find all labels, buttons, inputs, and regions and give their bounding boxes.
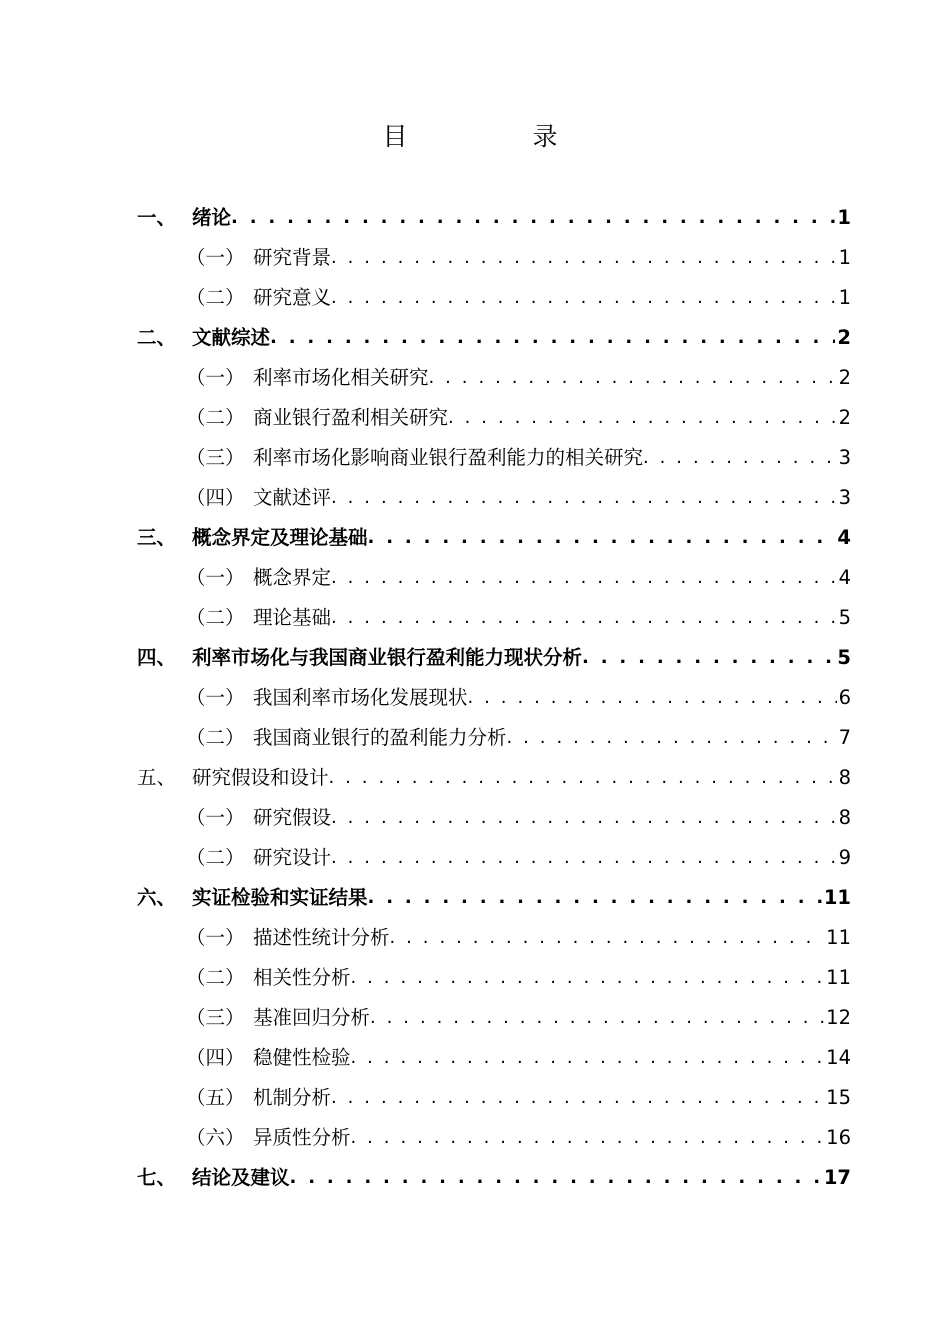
toc-entry-number: 四、: [137, 646, 177, 669]
toc-page-number: 1: [838, 246, 851, 269]
toc-dot-leader: [368, 885, 822, 911]
toc-dot-leader: [351, 1045, 825, 1071]
toc-page-number: 14: [826, 1046, 851, 1069]
toc-entry-title: 利率市场化影响商业银行盈利能力的相关研究: [253, 446, 644, 469]
toc-dot-leader: [448, 405, 837, 431]
toc-page-number: 8: [838, 806, 851, 829]
toc-entry-number: （五）: [186, 1086, 245, 1109]
toc-page-number: 2: [838, 366, 851, 389]
page-title: 目 录: [382, 122, 608, 151]
toc-page-number: 4: [838, 566, 851, 589]
toc-entry[interactable]: [186, 438, 851, 478]
toc-entry-number: （一）: [186, 806, 245, 829]
toc-entry-title: 异质性分析: [253, 1126, 351, 1149]
toc-entry-title: 文献综述: [192, 326, 271, 349]
toc-entry-title: 结论及建议: [192, 1166, 290, 1189]
toc-page-number: 16: [826, 1126, 851, 1149]
toc-dot-leader: [643, 445, 837, 471]
toc-entry-title: 研究假设和设计: [192, 766, 329, 789]
toc-entry-title: 商业银行盈利相关研究: [253, 406, 449, 429]
toc-page-number: 7: [838, 726, 851, 749]
toc-entry[interactable]: [137, 878, 851, 918]
toc-dot-leader: [351, 1125, 825, 1151]
toc-entry-title: 利率市场化相关研究: [253, 366, 429, 389]
toc-entry-title: 利率市场化与我国商业银行盈利能力现状分析: [192, 646, 583, 669]
toc-page-number: 4: [837, 526, 851, 549]
toc-entry-title: 机制分析: [253, 1086, 332, 1109]
toc-entry-number: （二）: [186, 406, 245, 429]
toc-entry[interactable]: [186, 838, 851, 878]
toc-page-number: 5: [838, 606, 851, 629]
toc-entry-number: （一）: [186, 566, 245, 589]
toc-entry-number: （一）: [186, 366, 245, 389]
toc-dot-leader: [329, 765, 837, 791]
toc-entry-title: 我国商业银行的盈利能力分析: [253, 726, 507, 749]
toc-entry[interactable]: [186, 278, 851, 318]
toc-entry-number: 三、: [137, 526, 177, 549]
toc-entry-number: （三）: [186, 446, 245, 469]
toc-entry-number: 五、: [137, 766, 177, 789]
toc-entry[interactable]: [186, 918, 851, 958]
toc-entry-title: 相关性分析: [253, 966, 351, 989]
toc-entry[interactable]: [186, 1038, 851, 1078]
toc-entry-title: 研究设计: [253, 846, 332, 869]
toc-page-number: 15: [826, 1086, 851, 1109]
toc-dot-leader: [331, 605, 837, 631]
toc-entry[interactable]: [186, 998, 851, 1038]
toc-entry[interactable]: [137, 198, 851, 238]
toc-page-number: 11: [823, 886, 851, 909]
toc-entry[interactable]: [186, 558, 851, 598]
toc-page-number: 17: [823, 1166, 851, 1189]
toc-page-number: 2: [837, 326, 851, 349]
toc-entry-number: （二）: [186, 606, 245, 629]
toc-entry[interactable]: [186, 1118, 851, 1158]
toc-dot-leader: [331, 845, 837, 871]
toc-entry-title: 概念界定及理论基础: [192, 526, 368, 549]
toc-entry-title: 我国利率市场化发展现状: [253, 686, 468, 709]
toc-entry-number: （二）: [186, 846, 245, 869]
toc-dot-leader: [290, 1165, 822, 1191]
toc-entry-number: （二）: [186, 966, 245, 989]
toc-dot-leader: [331, 565, 837, 591]
toc-dot-leader: [429, 365, 837, 391]
toc-dot-leader: [331, 245, 837, 271]
toc-entry-number: （六）: [186, 1126, 245, 1149]
toc-entry[interactable]: [186, 598, 851, 638]
toc-page-number: 9: [838, 846, 851, 869]
toc-dot-leader: [370, 1005, 824, 1031]
toc-page-number: 6: [838, 686, 851, 709]
toc-entry-title: 稳健性检验: [253, 1046, 351, 1069]
toc-entry-title: 绪论: [192, 206, 232, 229]
toc-entry-title: 理论基础: [253, 606, 332, 629]
toc-page-number: 3: [838, 446, 851, 469]
toc-page-number: 8: [838, 766, 851, 789]
toc-entry[interactable]: [186, 718, 851, 758]
toc-entry-number: （三）: [186, 1006, 245, 1029]
toc-entry-title: 实证检验和实证结果: [192, 886, 368, 909]
toc-page-number: 5: [837, 646, 851, 669]
toc-dot-leader: [351, 965, 825, 991]
toc-entry-number: 七、: [137, 1166, 177, 1189]
toc-entry[interactable]: [137, 518, 851, 558]
toc-dot-leader: [331, 1085, 824, 1111]
toc-entry[interactable]: [137, 1158, 851, 1198]
toc-page-number: 3: [838, 486, 851, 509]
toc-dot-leader: [368, 525, 836, 551]
toc-dot-leader: [231, 205, 835, 231]
toc-entry[interactable]: [137, 318, 851, 358]
toc-entry-title: 研究意义: [253, 286, 332, 309]
toc-page-number: 1: [838, 286, 851, 309]
toc-page-number: 12: [826, 1006, 851, 1029]
toc-page-number: 11: [826, 966, 851, 989]
toc-entry-number: （二）: [186, 726, 245, 749]
toc-entry-number: 一、: [137, 206, 177, 229]
toc-entry-title: 文献述评: [253, 486, 332, 509]
toc-dot-leader: [468, 685, 837, 711]
toc-entry[interactable]: [186, 358, 851, 398]
toc-entry[interactable]: [186, 958, 851, 998]
toc-dot-leader: [331, 285, 837, 311]
toc-entry-number: （一）: [186, 246, 245, 269]
toc-entry[interactable]: [186, 238, 851, 278]
toc-entry-number: （四）: [186, 486, 245, 509]
toc-entry-number: （二）: [186, 286, 245, 309]
toc-entry[interactable]: [186, 398, 851, 438]
toc-entry[interactable]: [137, 638, 851, 678]
toc-dot-leader: [582, 645, 835, 671]
toc-dot-leader: [331, 485, 837, 511]
toc-entry-number: （一）: [186, 686, 245, 709]
toc-entry-number: 六、: [137, 886, 177, 909]
toc-entry-title: 基准回归分析: [253, 1006, 371, 1029]
toc-entry-title: 描述性统计分析: [253, 926, 390, 949]
toc-entry-title: 研究背景: [253, 246, 332, 269]
toc-entry-title: 概念界定: [253, 566, 332, 589]
toc-page-number: 1: [837, 206, 851, 229]
toc-entry-number: 二、: [137, 326, 177, 349]
toc-dot-leader: [390, 925, 825, 951]
toc-dot-leader: [270, 325, 835, 351]
toc-entry[interactable]: [186, 478, 851, 518]
toc-entry-number: （四）: [186, 1046, 245, 1069]
toc-entry-number: （一）: [186, 926, 245, 949]
toc-dot-leader: [507, 725, 837, 751]
toc-entry-title: 研究假设: [253, 806, 332, 829]
toc-page-number: 11: [826, 926, 851, 949]
toc-entry[interactable]: [186, 1078, 851, 1118]
toc-entry[interactable]: [186, 798, 851, 838]
toc-dot-leader: [331, 805, 837, 831]
toc-page-number: 2: [838, 406, 851, 429]
toc-entry[interactable]: [137, 758, 851, 798]
toc-entry[interactable]: [186, 678, 851, 718]
